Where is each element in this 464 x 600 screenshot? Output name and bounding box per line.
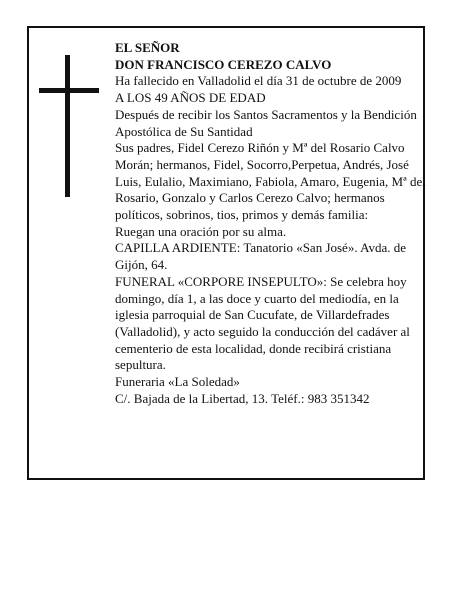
- funeral-home-line: Funeraria «La Soledad»: [115, 374, 240, 390]
- sacraments-paragraph: Después de recibir los Santos Sacramentos y la Bendición Apostólica de Su Santidad: [115, 106, 417, 139]
- chapel-paragraph: CAPILLA ARDIENTE: Tanatorio «San José». Avda. de Gijón, 64.: [115, 240, 407, 273]
- death-line: Ha fallecido en Valladolid el día 31 de octubre de 2009: [115, 73, 402, 89]
- prayer-line: Ruegan una oración por su alma.: [115, 223, 287, 239]
- funeral-paragraph: FUNERAL «CORPORE INSEPULTO»: Se celebra hoy domingo, día 1, a las doce y cuarto del mediodía, en la iglesia parroquial de San Cucufate, de Villardefrades (Valladolid), y acto seguido la conducción del cadáver al cementerio de esta localidad, donde recibirá cristiana sepultura.: [115, 273, 410, 373]
- deceased-name: DON FRANCISCO CEREZO CALVO: [115, 56, 332, 72]
- obituary-notice: [27, 26, 425, 480]
- title-line: EL SEÑOR: [115, 40, 180, 55]
- address-line: C/. Bajada de la Libertad, 13. Teléf.: 983 351342: [115, 390, 370, 406]
- cross-icon: [39, 55, 99, 197]
- age-line: A LOS 49 AÑOS DE EDAD: [115, 90, 266, 106]
- notice-text: [115, 40, 427, 407]
- family-paragraph: Sus padres, Fidel Cerezo Riñón y Mª del Rosario Calvo Morán; hermanos, Fidel, Socorro,Perpetua, Andrés, José Luis, Eulalio, Maximiano, Fabiola, Amaro, Eugenia, Mª del Rosario, Gonzalo y Carlos Cerezo Calvo; hermanos políticos, sobrinos, tios, primos y demás familia:: [115, 140, 426, 223]
